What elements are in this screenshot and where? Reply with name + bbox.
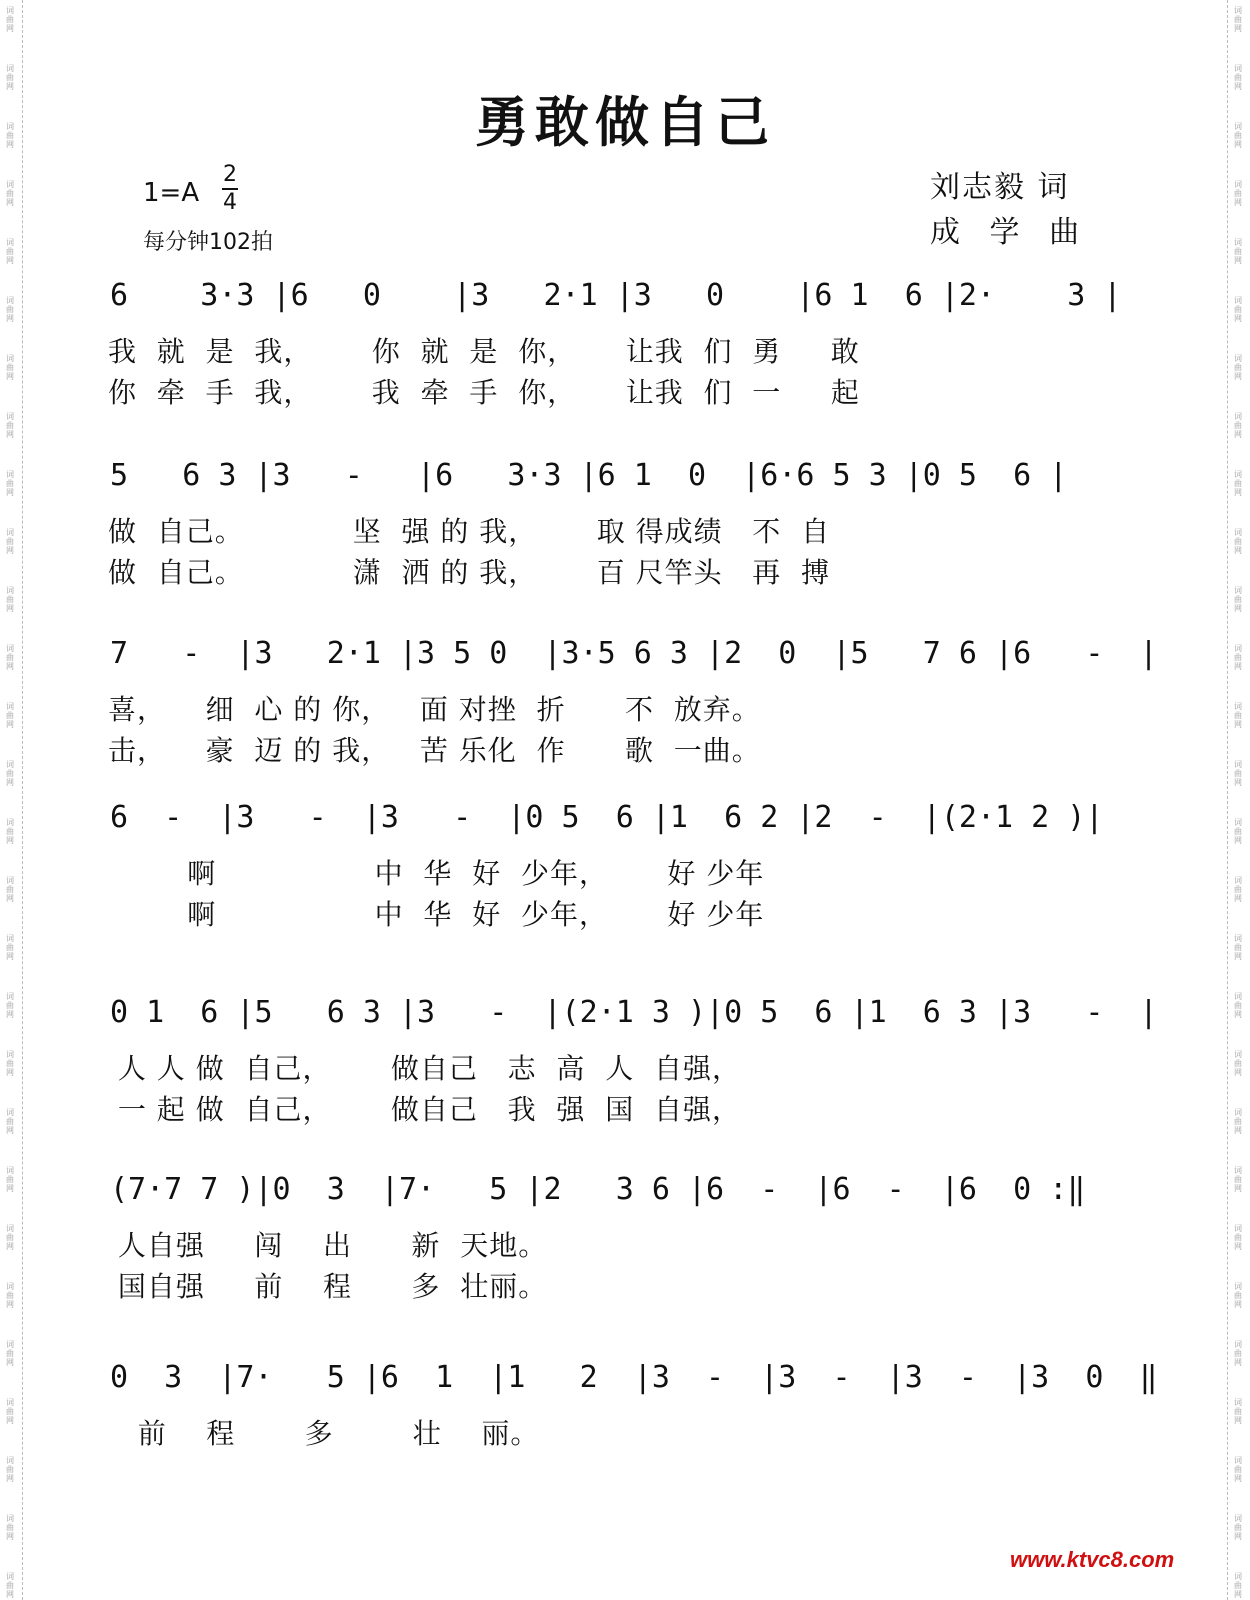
key-signature: 1=A xyxy=(143,178,200,208)
watermark-glyphs: 词 曲 网 xyxy=(6,1398,14,1425)
watermark-glyphs: 词 曲 网 xyxy=(1234,238,1242,265)
time-signature-denominator: 4 xyxy=(223,190,237,215)
lyric-line: 啊 中 华 好 少年， 好 少年 xyxy=(108,857,765,890)
right-watermark-strip xyxy=(1227,0,1250,1600)
watermark-glyphs: 词 曲 网 xyxy=(6,6,14,33)
watermark-glyphs: 词 曲 网 xyxy=(6,296,14,323)
watermark-glyphs: 词 曲 网 xyxy=(1234,818,1242,845)
site-watermark[interactable]: www.ktvc8.com xyxy=(1010,1547,1175,1572)
watermark-glyphs: 词 曲 网 xyxy=(6,1166,14,1193)
lyricist-credit: 刘志毅 词 xyxy=(930,170,1070,205)
watermark-glyphs: 词 曲 网 xyxy=(6,702,14,729)
melody-line: (7·7 7 )|0 3 |7· 5 |2 3 6 |6 - |6 - |6 0 :‖ xyxy=(110,1172,1086,1207)
watermark-glyphs: 词 曲 网 xyxy=(6,238,14,265)
watermark-glyphs: 词 曲 网 xyxy=(1234,1340,1242,1367)
lyric-line: 你 牵 手 我， 我 牵 手 你， 让我 们 一 起 xyxy=(108,376,860,409)
watermark-glyphs: 词 曲 网 xyxy=(1234,1282,1242,1309)
watermark-glyphs: 词 曲 网 xyxy=(1234,6,1242,33)
watermark-glyphs: 词 曲 网 xyxy=(6,470,14,497)
watermark-glyphs: 词 曲 网 xyxy=(1234,1224,1242,1251)
watermark-glyphs: 词 曲 网 xyxy=(6,876,14,903)
watermark-glyphs: 词 曲 网 xyxy=(1234,1514,1242,1541)
watermark-glyphs: 词 曲 网 xyxy=(6,1050,14,1077)
left-watermark-strip xyxy=(0,0,23,1600)
watermark-glyphs: 词 曲 网 xyxy=(6,354,14,381)
watermark-glyphs: 词 曲 网 xyxy=(6,1456,14,1483)
watermark-glyphs: 词 曲 网 xyxy=(6,644,14,671)
watermark-glyphs: 词 曲 网 xyxy=(1234,296,1242,323)
watermark-glyphs: 词 曲 网 xyxy=(6,1282,14,1309)
watermark-glyphs: 词 曲 网 xyxy=(1234,1456,1242,1483)
watermark-glyphs: 词 曲 网 xyxy=(6,64,14,91)
watermark-glyphs: 词 曲 网 xyxy=(1234,354,1242,381)
watermark-glyphs: 词 曲 网 xyxy=(1234,702,1242,729)
melody-line: 5 6 3 |3 - |6 3·3 |6 1 0 |6·6 5 3 |0 5 6 | xyxy=(110,458,1068,493)
watermark-glyphs: 词 曲 网 xyxy=(6,760,14,787)
watermark-glyphs: 词 曲 网 xyxy=(6,180,14,207)
watermark-glyphs: 词 曲 网 xyxy=(6,1108,14,1135)
watermark-glyphs: 词 曲 网 xyxy=(6,1572,14,1599)
watermark-glyphs: 词 曲 网 xyxy=(1234,1050,1242,1077)
melody-line: 7 - |3 2·1 |3 5 0 |3·5 6 3 |2 0 |5 7 6 |6 - | xyxy=(110,636,1158,671)
watermark-glyphs: 词 曲 网 xyxy=(1234,180,1242,207)
watermark-glyphs: 词 曲 网 xyxy=(6,1224,14,1251)
lyric-line: 我 就 是 我， 你 就 是 你， 让我 们 勇 敢 xyxy=(108,335,860,368)
watermark-glyphs: 词 曲 网 xyxy=(1234,992,1242,1019)
watermark-glyphs: 词 曲 网 xyxy=(1234,644,1242,671)
time-signature-numerator: 2 xyxy=(223,162,237,187)
watermark-glyphs: 词 曲 网 xyxy=(1234,1108,1242,1135)
lyric-line: 人 人 做 自己， 做自己 志 高 人 自强， xyxy=(108,1052,742,1085)
watermark-glyphs: 词 曲 网 xyxy=(6,934,14,961)
watermark-glyphs: 词 曲 网 xyxy=(1234,412,1242,439)
watermark-glyphs: 词 曲 网 xyxy=(6,1514,14,1541)
watermark-glyphs: 词 曲 网 xyxy=(6,818,14,845)
song-title: 勇敢做自己 xyxy=(475,90,775,154)
watermark-glyphs: 词 曲 网 xyxy=(6,412,14,439)
lyric-line: 做 自己。 潇 洒 的 我， 百 尺竿头 再 搏 xyxy=(108,556,831,589)
lyric-line: 啊 中 华 好 少年， 好 少年 xyxy=(108,898,765,931)
melody-line: 0 1 6 |5 6 3 |3 - |(2·1 3 )|0 5 6 |1 6 3 |3 - | xyxy=(110,995,1158,1030)
melody-line: 6 - |3 - |3 - |0 5 6 |1 6 2 |2 - |(2·1 2 )| xyxy=(110,800,1104,835)
watermark-glyphs: 词 曲 网 xyxy=(1234,1572,1242,1599)
watermark-glyphs: 词 曲 网 xyxy=(1234,934,1242,961)
lyric-line: 击， 豪 迈 的 我， 苦 乐化 作 歌 一曲。 xyxy=(108,734,761,767)
watermark-glyphs: 词 曲 网 xyxy=(6,1340,14,1367)
watermark-glyphs: 词 曲 网 xyxy=(1234,586,1242,613)
watermark-glyphs: 词 曲 网 xyxy=(6,586,14,613)
lyric-line: 一 起 做 自己， 做自己 我 强 国 自强， xyxy=(108,1093,742,1126)
watermark-glyphs: 词 曲 网 xyxy=(1234,876,1242,903)
watermark-glyphs: 词 曲 网 xyxy=(1234,528,1242,555)
melody-line: 6 3·3 |6 0 |3 2·1 |3 0 |6 1 6 |2· 3 | xyxy=(110,278,1122,313)
watermark-glyphs: 词 曲 网 xyxy=(6,992,14,1019)
watermark-glyphs: 词 曲 网 xyxy=(1234,470,1242,497)
melody-line: 0 3 |7· 5 |6 1 |1 2 |3 - |3 - |3 - |3 0 ‖ xyxy=(110,1360,1158,1395)
lyric-line: 国自强 前 程 多 壮丽。 xyxy=(108,1270,548,1303)
watermark-glyphs: 词 曲 网 xyxy=(6,528,14,555)
tempo-marking: 每分钟102拍 xyxy=(143,230,273,255)
lyric-line: 做 自己。 坚 强 的 我， 取 得成绩 不 自 xyxy=(108,515,831,548)
watermark-glyphs: 词 曲 网 xyxy=(1234,1398,1242,1425)
watermark-glyphs: 词 曲 网 xyxy=(1234,1166,1242,1193)
watermark-glyphs: 词 曲 网 xyxy=(1234,64,1242,91)
lyric-line: 前 程 多 壮 丽。 xyxy=(108,1417,540,1450)
lyric-line: 喜， 细 心 的 你， 面 对挫 折 不 放弃。 xyxy=(108,693,761,726)
composer-credit: 成 学 曲 xyxy=(930,215,1090,250)
lyric-line: 人自强 闯 出 新 天地。 xyxy=(108,1229,548,1262)
watermark-glyphs: 词 曲 网 xyxy=(1234,122,1242,149)
watermark-glyphs: 词 曲 网 xyxy=(6,122,14,149)
time-signature xyxy=(222,162,238,216)
watermark-glyphs: 词 曲 网 xyxy=(1234,760,1242,787)
